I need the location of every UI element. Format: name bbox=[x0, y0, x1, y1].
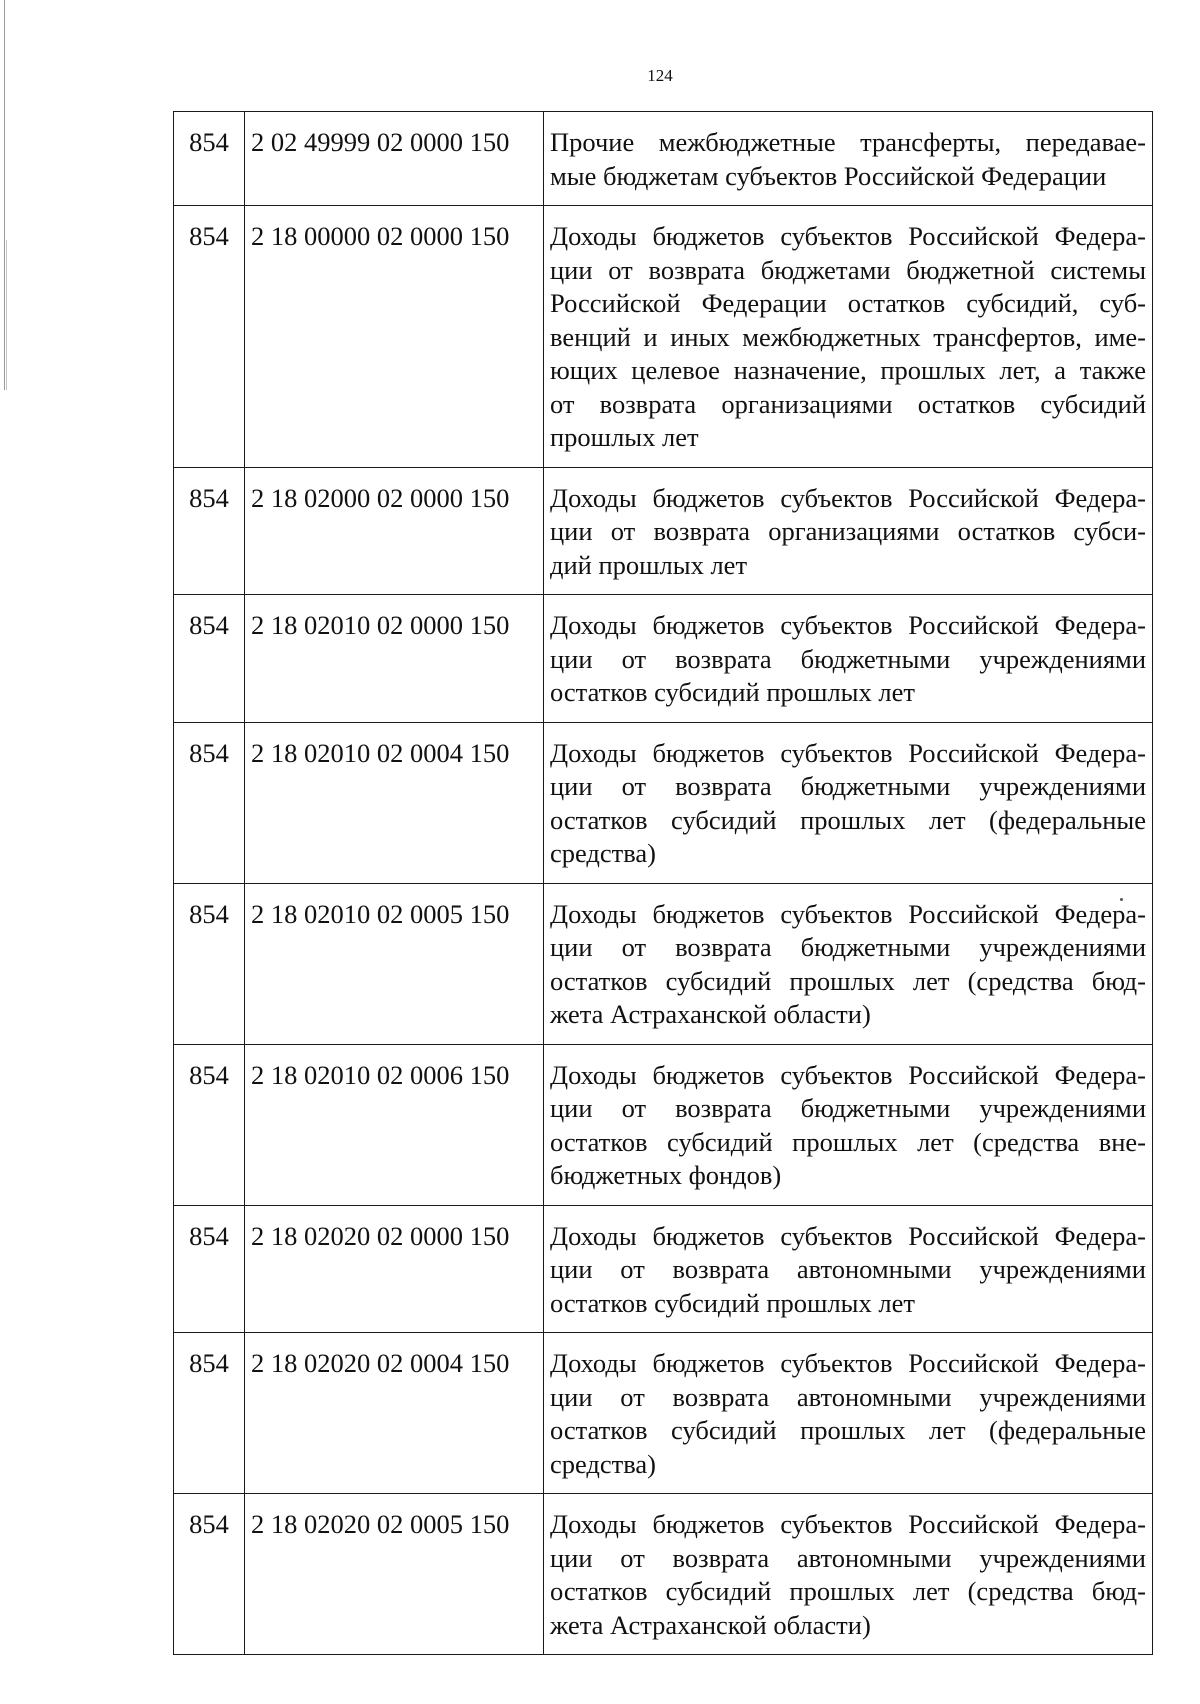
income-name-line: остатков субсидий прошлых лет (средства бюд- bbox=[550, 1576, 1146, 1606]
income-name-line: Прочие межбюджетные трансферты, передавае- bbox=[550, 127, 1146, 157]
admin-code-cell: 854 bbox=[174, 1494, 245, 1655]
income-name-cell bbox=[544, 595, 1153, 723]
table-row bbox=[174, 1333, 1153, 1494]
income-name-cell bbox=[544, 1205, 1153, 1333]
income-name-line: ции от возврата автономными учреждениями bbox=[550, 1542, 1146, 1573]
table-row bbox=[174, 112, 1153, 206]
budget-code-cell: 2 18 02010 02 0005 150 bbox=[245, 883, 544, 1044]
admin-code-cell: 854 bbox=[174, 1044, 245, 1205]
admin-code-cell: 854 bbox=[174, 883, 245, 1044]
income-name-line: остатков субсидий прошлых лет bbox=[550, 677, 915, 707]
income-name-line: Доходы бюджетов субъектов Российской Федера- bbox=[550, 898, 1146, 929]
budget-code-cell: 2 18 02010 02 0006 150 bbox=[245, 1044, 544, 1205]
income-name-line: мые бюджетам субъектов Российской Федерации bbox=[550, 160, 1107, 191]
income-name-line: Доходы бюджетов субъектов Российской Федера- bbox=[550, 1509, 1146, 1539]
income-name-line: остатков субсидий прошлых лет (федеральные bbox=[550, 804, 1146, 835]
income-name-line: венций и иных межбюджетных трансфертов, име- bbox=[550, 321, 1146, 352]
income-name-line: ции от возврата бюджетными учреждениями bbox=[550, 932, 1146, 962]
income-name-line: остатков субсидий прошлых лет (средства вне- bbox=[550, 1126, 1146, 1157]
page-number: 124 bbox=[647, 66, 673, 85]
table-row bbox=[174, 883, 1153, 1044]
table-row bbox=[174, 595, 1153, 723]
budget-code-cell: 2 18 02000 02 0000 150 bbox=[245, 467, 544, 595]
income-name-line: остатков субсидий прошлых лет (средства бюд- bbox=[550, 965, 1146, 996]
table-row bbox=[174, 467, 1153, 595]
scan-margin-line bbox=[4, 0, 5, 390]
income-name-line: остатков субсидий прошлых лет (федеральные bbox=[550, 1415, 1146, 1445]
admin-code-cell: 854 bbox=[174, 722, 245, 883]
income-name-line: средства) bbox=[550, 1448, 656, 1479]
budget-code-cell: 2 18 02020 02 0005 150 bbox=[245, 1494, 544, 1655]
income-name-line: ции от возврата бюджетными учреждениями bbox=[550, 771, 1146, 801]
income-name-line: ции от возврата организациями остатков субси- bbox=[550, 516, 1146, 546]
budget-code-cell: 2 02 49999 02 0000 150 bbox=[245, 112, 544, 206]
income-name-line: жета Астраханской области) bbox=[550, 999, 871, 1029]
income-name-cell bbox=[544, 206, 1153, 468]
income-name-line: Российской Федерации остатков субсидий, суб- bbox=[550, 288, 1146, 318]
table-row bbox=[174, 1044, 1153, 1205]
income-name-line: ющих целевое назначение, прошлых лет, а также bbox=[550, 355, 1146, 385]
budget-code-cell: 2 18 02010 02 0000 150 bbox=[245, 595, 544, 723]
income-name-line: Доходы бюджетов субъектов Российской Федера- bbox=[550, 221, 1146, 251]
budget-codes-table bbox=[173, 111, 1153, 1655]
scan-margin-line bbox=[6, 240, 7, 390]
income-name-cell bbox=[544, 1044, 1153, 1205]
income-name-cell bbox=[544, 112, 1153, 206]
income-name-line: Доходы бюджетов субъектов Российской Федера- bbox=[550, 1059, 1146, 1090]
admin-code-cell: 854 bbox=[174, 112, 245, 206]
income-name-line: Доходы бюджетов субъектов Российской Федера- bbox=[550, 610, 1146, 640]
admin-code-cell: 854 bbox=[174, 1333, 245, 1494]
income-name-line: ции от возврата бюджетами бюджетной системы bbox=[550, 254, 1146, 285]
income-name-cell bbox=[544, 883, 1153, 1044]
budget-code-cell: 2 18 00000 02 0000 150 bbox=[245, 206, 544, 468]
income-name-line: Доходы бюджетов субъектов Российской Федера- bbox=[550, 737, 1146, 768]
income-name-line: остатков субсидий прошлых лет bbox=[550, 1287, 915, 1318]
income-name-line: бюджетных фондов) bbox=[550, 1160, 782, 1190]
budget-code-cell: 2 18 02020 02 0000 150 bbox=[245, 1205, 544, 1333]
income-name-line: Доходы бюджетов субъектов Российской Федера- bbox=[550, 1348, 1146, 1378]
table-row bbox=[174, 722, 1153, 883]
admin-code-cell: 854 bbox=[174, 1205, 245, 1333]
admin-code-cell: 854 bbox=[174, 595, 245, 723]
income-name-line: ции от возврата автономными учреждениями bbox=[550, 1381, 1146, 1412]
admin-code-cell: 854 bbox=[174, 206, 245, 468]
income-name-line: дий прошлых лет bbox=[550, 549, 748, 580]
income-name-line: Доходы бюджетов субъектов Российской Федера- bbox=[550, 482, 1146, 513]
income-name-line: прошлых лет bbox=[550, 422, 699, 452]
income-name-cell bbox=[544, 722, 1153, 883]
table-body bbox=[174, 112, 1153, 1655]
income-name-cell bbox=[544, 1333, 1153, 1494]
income-name-cell bbox=[544, 1494, 1153, 1655]
table-row bbox=[174, 1205, 1153, 1333]
income-name-line: ции от возврата бюджетными учреждениями bbox=[550, 1093, 1146, 1123]
income-name-line: средства) bbox=[550, 838, 656, 868]
income-name-line: жета Астраханской области) bbox=[550, 1609, 871, 1640]
income-name-line: от возврата организациями остатков субсидий bbox=[550, 388, 1146, 419]
table-row bbox=[174, 206, 1153, 468]
table-row bbox=[174, 1494, 1153, 1655]
budget-code-cell: 2 18 02020 02 0004 150 bbox=[245, 1333, 544, 1494]
income-name-line: Доходы бюджетов субъектов Российской Федера- bbox=[550, 1220, 1146, 1251]
income-name-cell bbox=[544, 467, 1153, 595]
admin-code-cell: 854 bbox=[174, 467, 245, 595]
income-name-line: ции от возврата бюджетными учреждениями bbox=[550, 643, 1146, 674]
budget-code-cell: 2 18 02010 02 0004 150 bbox=[245, 722, 544, 883]
income-name-line: ции от возврата автономными учреждениями bbox=[550, 1254, 1146, 1284]
